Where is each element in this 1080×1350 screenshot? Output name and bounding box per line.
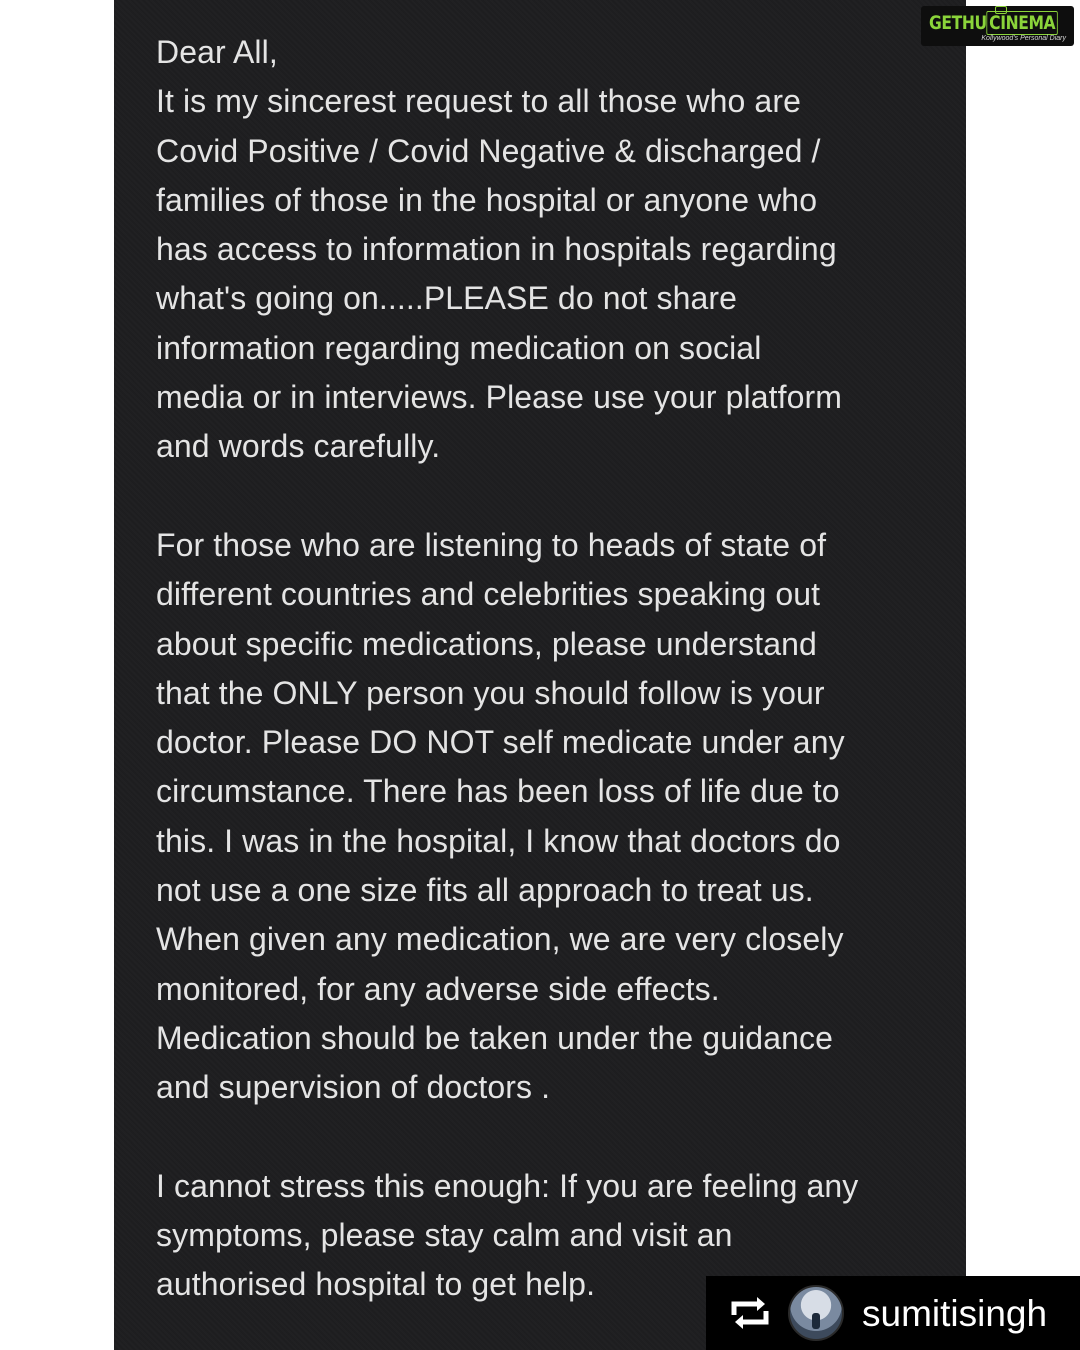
paragraph-gap [156, 472, 946, 521]
note-paragraph-1: Dear All, It is my sincerest request to all those who are Covid Positive / Covid Negative & discharged / families of those in the hospital or anyone who has access to information in hospitals regarding what's going on.....PLEASE do not share information regarding medication on social media or in interviews. Please use your platform and words carefully. [156, 34, 842, 465]
repost-username[interactable]: sumitisingh [862, 1292, 1048, 1334]
repost-icon [726, 1289, 774, 1337]
watermark-brand-part2: CINEMA [987, 11, 1058, 35]
watermark-tagline: Kollywood's Personal Diary [981, 35, 1066, 42]
paragraph-gap [156, 1113, 946, 1162]
watermark-brand [929, 12, 1058, 34]
note-paragraph-2: For those who are listening to heads of state of different countries and celebrities speaking out about specific medications, please understand that the ONLY person you should follow is your doctor. Please DO NOT self medicate under any circumstance. There has been loss of life due to this. I was in the hospital, I know that doctors do not use a one size fits all approach to treat us. When given any medication, we are very closely monitored, for any adverse side effects. Medication should be taken under the guidance and supervision of doctors . [156, 526, 845, 1106]
avatar[interactable] [788, 1285, 844, 1341]
watermark-logo [921, 6, 1074, 46]
watermark-brand-part1: GETHU [929, 12, 987, 34]
note-text [156, 28, 946, 1310]
note-paragraph-3: I cannot stress this enough: If you are feeling any symptoms, please stay calm and visit an authorised hospital to get help. [156, 1167, 859, 1303]
repost-badge[interactable] [706, 1276, 1080, 1350]
